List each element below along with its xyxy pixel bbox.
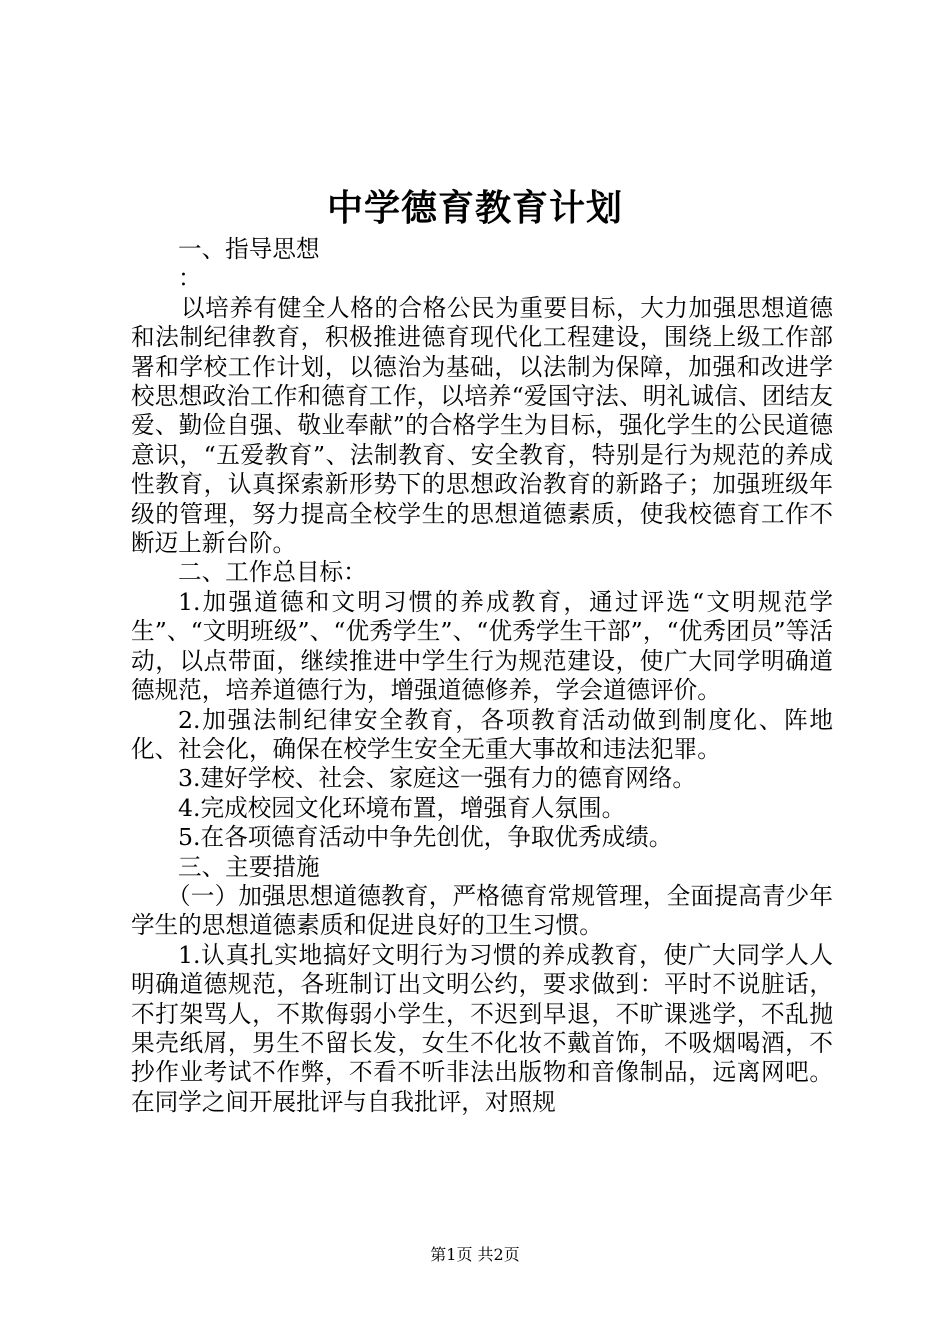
goal-item-5: 5.在各项德育活动中争先创优，争取优秀成绩。 (178, 823, 673, 852)
goal-item-1: 1.加强道德和文明习惯的养成教育，通过评选“文明规范学生”、“文明班级”、“优秀学生”、“优秀学生干部”，“优秀团员”等活动，以点带面，继续推进中学生行为规范建设，使广大同学明确道德规范，培养道德行为，增强道德修养，学会道德评价。 (131, 587, 833, 705)
section-heading-1: 一、指导思想 (178, 235, 320, 263)
measure-item-1: 1.认真扎实地搞好文明行为习惯的养成教育，使广大同学人人明确道德规范，各班制订出文明公约，要求做到：平时不说脏话，不打架骂人，不欺侮弱小学生，不迟到早退，不旷课逃学，不乱抛果壳纸屑，男生不留长发，女生不化妆不戴首饰，不吸烟喝酒，不抄作业考试不作弊，不看不听非法出版物和音像制品，远离网吧。在同学之间开展批评与自我批评，对照规 (131, 940, 833, 1116)
document-body (131, 235, 833, 1117)
goal-item-2: 2.加强法制纪律安全教育，各项教育活动做到制度化、阵地化、社会化，确保在校学生安全无重大事故和违法犯罪。 (131, 705, 833, 763)
goal-item-3: 3.建好学校、社会、家庭这一强有力的德育网络。 (178, 764, 696, 793)
section-heading-3: 三、主要措施 (178, 852, 320, 881)
page-title: 中学德育教育计划 (326, 187, 623, 229)
colon-line: ： (178, 264, 202, 293)
section-heading-2: 二、工作总目标： (178, 558, 367, 587)
paragraph-guiding-thought: 以培养有健全人格的合格公民为重要目标，大力加强思想道德和法制纪律教育，积极推进德育现代化工程建设，围绕上级工作部署和学校工作计划，以德治为基础，以法制为保障，加强和改进学校思想政治工作和德育工作，以培养“爱国守法、明礼诚信、团结友爱、勤俭自强、敬业奉献”的合格学生为目标，强化学生的公民道德意识，“五爱教育”、法制教育、安全教育，特别是行为规范的养成性教育，认真探索新形势下的思想政治教育的新路子；加强班级年级的管理，努力提高全校学生的思想道德素质，使我校德育工作不断迈上新台阶。 (131, 293, 833, 558)
measure-subheading-1: （一）加强思想道德教育，严格德育常规管理，全面提高青少年学生的思想道德素质和促进良好的卫生习惯。 (131, 881, 833, 940)
page-footer: 第1页 共2页 (430, 1245, 520, 1264)
goal-item-4: 4.完成校园文化环境布置，增强育人氛围。 (178, 793, 626, 822)
